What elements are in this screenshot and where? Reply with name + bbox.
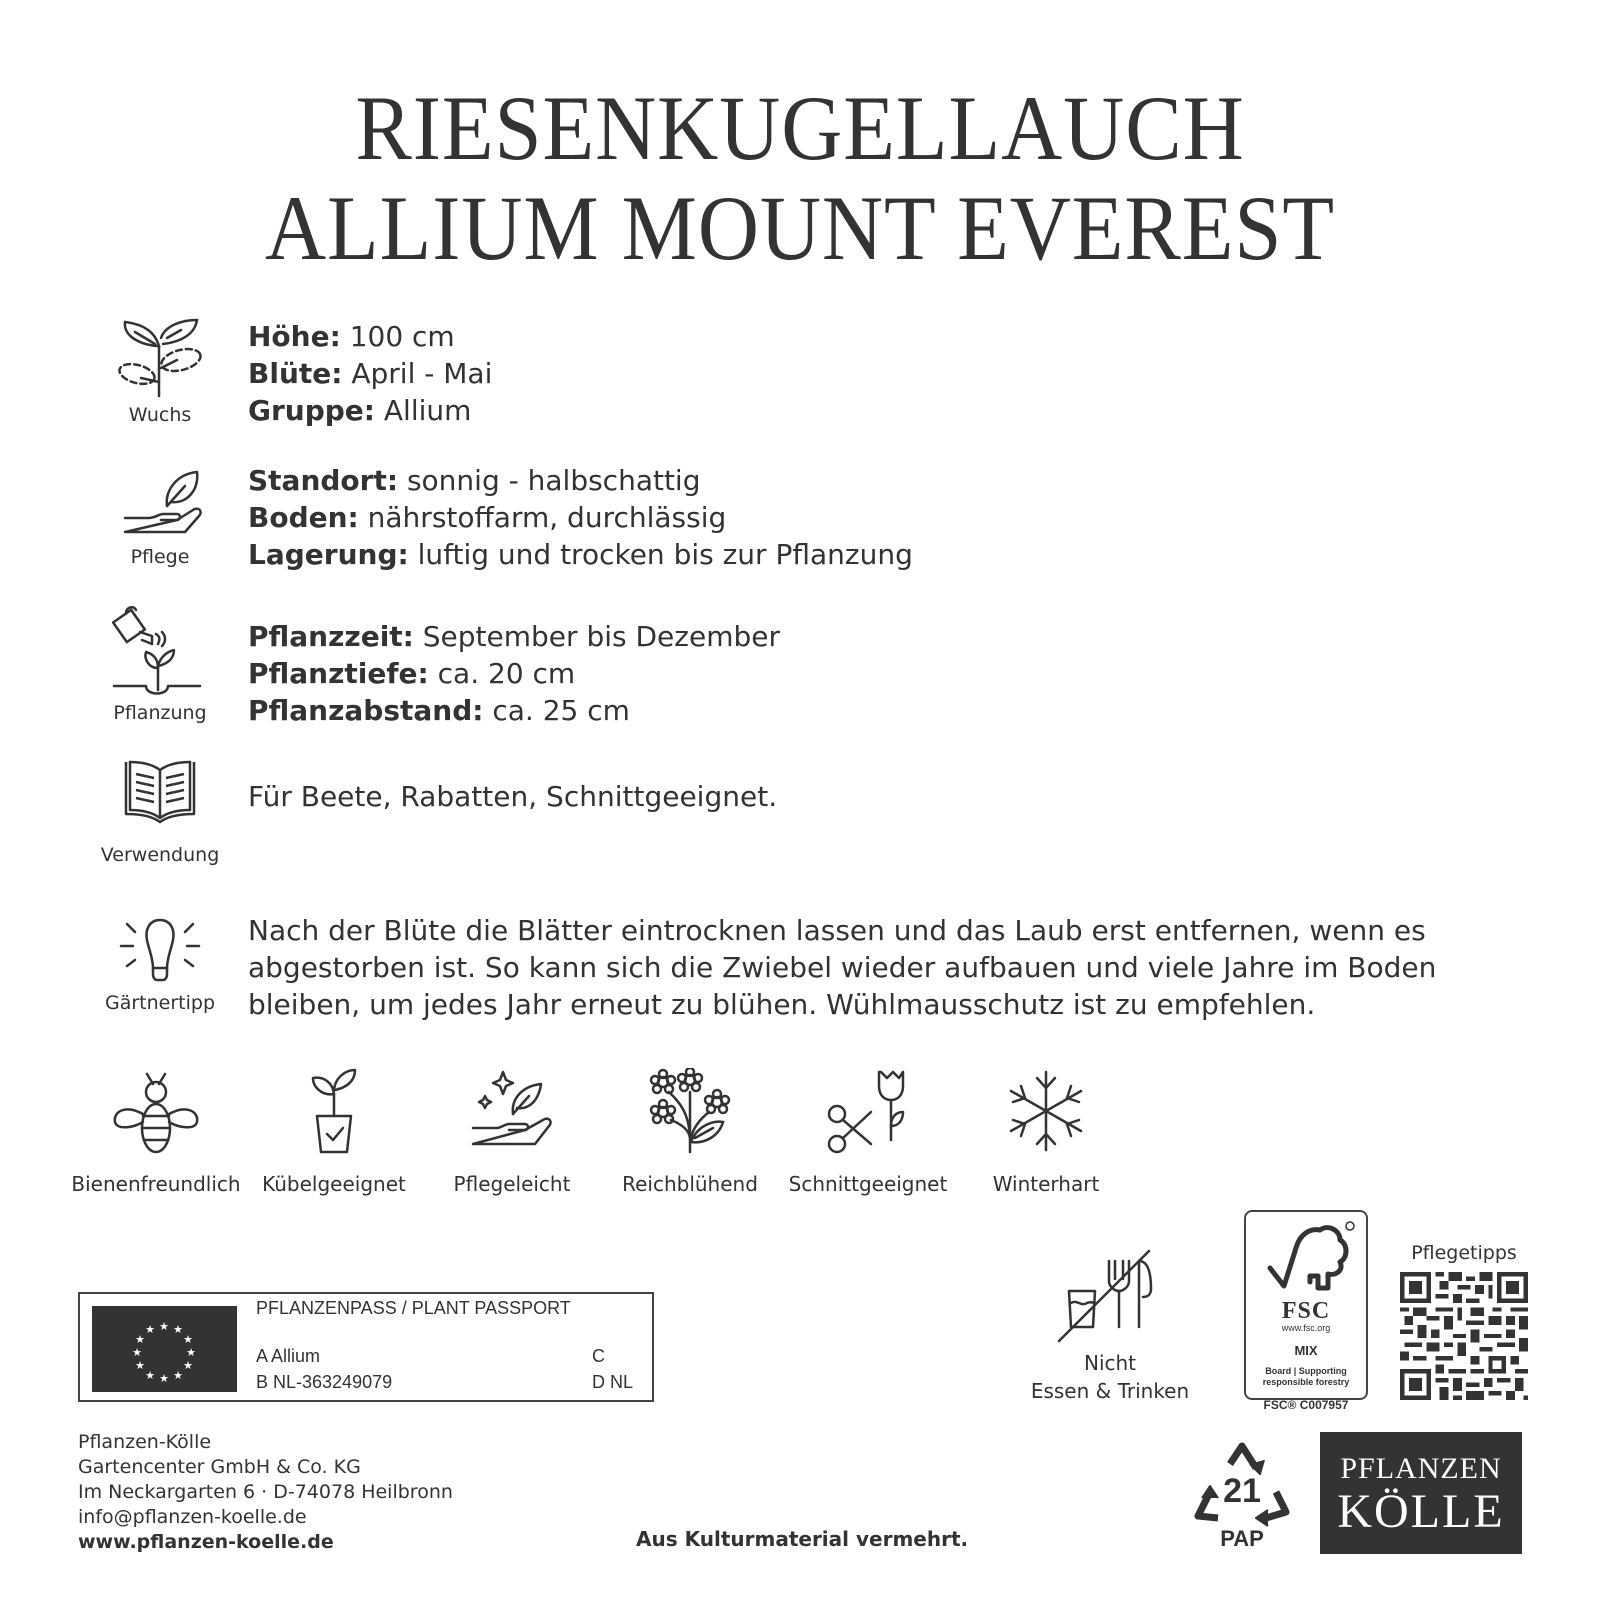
company-street: Im Neckargarten 6 · D-74078 Heilbronn	[78, 1481, 453, 1503]
svg-text:★: ★	[183, 1333, 193, 1346]
section-label-pflege: Pflege	[130, 546, 190, 568]
company-name: Pflanzen-Kölle	[78, 1431, 212, 1453]
brand-logo	[1320, 1432, 1522, 1554]
hand-leaf-icon	[115, 470, 205, 540]
section-label-wuchs: Wuchs	[128, 404, 192, 426]
product-title-botanical: ALLIUM MOUNT EVEREST	[264, 177, 1336, 279]
snowflake-icon	[1001, 1068, 1091, 1154]
svg-text:★: ★	[173, 1369, 183, 1382]
info-line-bloom: Blüte: April - Mai	[248, 357, 493, 390]
fsc-mix: MIX	[1294, 1343, 1318, 1358]
care-tips-qr[interactable]	[1398, 1242, 1530, 1404]
qr-label: Pflegetipps	[1411, 1242, 1517, 1264]
feature-label: Bienenfreundlich	[71, 1172, 241, 1196]
lightbulb-icon	[115, 916, 205, 986]
company-address	[78, 1430, 453, 1555]
hand-leaf-sparkle-icon	[467, 1068, 557, 1154]
brand-line-2: KÖLLE	[1337, 1485, 1505, 1538]
company-legal-form: Gartencenter GmbH & Co. KG	[78, 1456, 361, 1478]
feature-label: Pflegeleicht	[453, 1172, 571, 1196]
feature-label: Winterhart	[992, 1172, 1100, 1196]
feature-cut-suitable	[778, 1068, 958, 1196]
info-line-group: Gruppe: Allium	[248, 394, 472, 427]
recycling-mark	[1192, 1442, 1292, 1552]
svg-text:★: ★	[135, 1359, 145, 1372]
info-line-height: Höhe: 100 cm	[248, 320, 455, 353]
plant-passport	[78, 1292, 654, 1402]
passport-field-b: B NL-363249079	[256, 1372, 393, 1392]
propagation-note: Aus Kulturmaterial vermehrt.	[636, 1527, 969, 1551]
passport-field-a: A Allium	[256, 1346, 321, 1366]
brand-line-1: PFLANZEN	[1340, 1452, 1502, 1485]
scissors-tulip-icon	[823, 1068, 913, 1154]
fsc-url: www.fsc.org	[1281, 1323, 1331, 1333]
gardener-tip-text: Nach der Blüte die Blätter eintrocknen lassen und das Laub erst entfernen, wenn es abgestorben ist. So kann sich die Zwiebel wieder aufbauen und viele Jahre im Boden bleiben, um jedes Jahr erneut zu blühen. Wühlmausschutz ist zu empfehlen.	[248, 914, 1437, 1021]
company-email[interactable]: info@pflanzen-koelle.de	[78, 1506, 307, 1528]
info-line-soil: Boden: nährstoffarm, durchlässig	[248, 501, 727, 534]
fsc-support: Board | Supporting responsible forestry	[1262, 1366, 1350, 1387]
feature-label: Kübelgeeignet	[262, 1172, 406, 1196]
svg-text:★: ★	[159, 1372, 169, 1385]
svg-text:21: 21	[1223, 1472, 1261, 1510]
svg-text:★: ★	[135, 1333, 145, 1346]
svg-text:★: ★	[186, 1346, 196, 1359]
feature-easy-care	[422, 1068, 602, 1196]
fsc-wordmark: FSC	[1281, 1298, 1331, 1324]
info-line-planting-distance: Pflanzabstand: ca. 25 cm	[248, 694, 630, 727]
info-line-planting-depth: Pflanztiefe: ca. 20 cm	[248, 657, 576, 690]
section-label-pflanzung: Pflanzung	[113, 702, 207, 724]
product-title-german: RIESENKUGELLAUCH	[355, 77, 1245, 179]
feature-label: Reichblühend	[622, 1172, 758, 1196]
recycling-triangle-icon	[1192, 1442, 1292, 1528]
fsc-tree-check-icon	[1256, 1218, 1356, 1302]
section-label-verwendung: Verwendung	[100, 844, 220, 866]
svg-text:★: ★	[145, 1323, 155, 1336]
feature-abundant-bloom	[600, 1068, 780, 1196]
eu-flag	[92, 1306, 237, 1392]
section-label-gaertnertipp: Gärtnertipp	[104, 992, 216, 1014]
fsc-label	[1244, 1210, 1368, 1412]
usage-text: Für Beete, Rabatten, Schnittgeeignet.	[248, 780, 778, 813]
open-book-icon	[120, 758, 200, 824]
feature-winter-hardy	[956, 1068, 1136, 1196]
company-website[interactable]: www.pflanzen-koelle.de	[78, 1531, 334, 1553]
warning-line-1: Nicht	[1083, 1351, 1137, 1375]
info-line-location: Standort: sonnig - halbschattig	[248, 464, 701, 497]
passport-field-d: D NL	[592, 1372, 634, 1392]
bee-icon	[111, 1068, 201, 1154]
svg-text:★: ★	[145, 1369, 155, 1382]
passport-field-c: C	[592, 1346, 605, 1366]
no-food-drink-icon	[1055, 1245, 1165, 1345]
recycling-code: PAP	[1220, 1526, 1264, 1551]
qr-code-icon[interactable]	[1400, 1272, 1528, 1400]
svg-text:★: ★	[159, 1320, 169, 1333]
svg-text:★: ★	[132, 1346, 142, 1359]
potted-plant-check-icon	[289, 1068, 379, 1154]
svg-text:★: ★	[183, 1359, 193, 1372]
fsc-code: FSC® C007957	[1263, 1398, 1349, 1412]
info-line-planting-time: Pflanzzeit: September bis Dezember	[248, 620, 780, 653]
not-edible-warning	[1020, 1245, 1200, 1405]
eu-stars-icon	[92, 1306, 237, 1392]
watering-can-sprout-icon	[112, 606, 208, 696]
feature-bee-friendly	[66, 1068, 246, 1196]
feature-container-suitable	[244, 1068, 424, 1196]
plant-growth-icon	[115, 318, 205, 398]
passport-title: PFLANZENPASS / PLANT PASSPORT	[256, 1298, 571, 1318]
flower-bouquet-icon	[645, 1068, 735, 1154]
warning-line-2: Essen & Trinken	[1030, 1379, 1190, 1403]
feature-label: Schnittgeeignet	[788, 1172, 948, 1196]
info-line-storage: Lagerung: luftig und trocken bis zur Pflanzung	[248, 538, 913, 571]
svg-text:★: ★	[173, 1323, 183, 1336]
